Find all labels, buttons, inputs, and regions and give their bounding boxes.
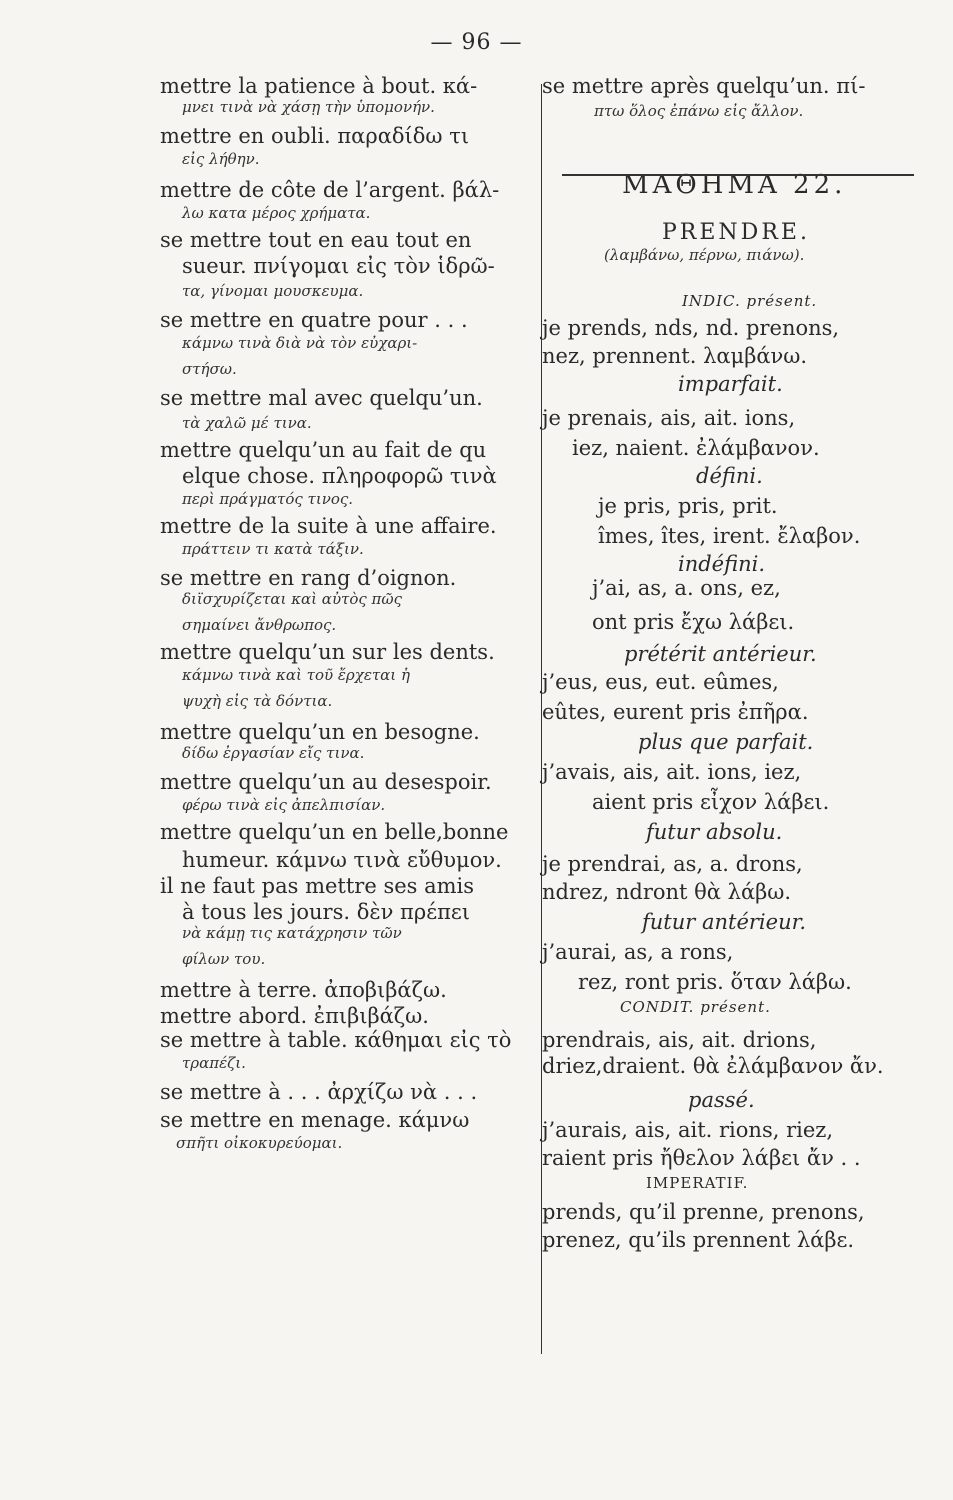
left-line: περὶ πράγματός τινος.: [182, 490, 354, 508]
right-line: indéfini.: [678, 552, 766, 576]
verb-heading: PRENDRE.: [662, 220, 810, 245]
left-line: φίλων του.: [182, 950, 266, 968]
left-line: ψυχὴ εἰς τὰ δόντια.: [182, 692, 333, 710]
right-line: rez, ront pris. ὅταν λάβω.: [578, 970, 852, 994]
left-line: mettre quelqu’un en belle,bonne: [160, 820, 509, 844]
left-line: mettre abord. ἐπιβιβάζω.: [160, 1004, 429, 1028]
left-line: εἰς λήθην.: [182, 150, 260, 168]
right-line: (λαμβάνω, πέρνω, πιάνω).: [604, 246, 805, 264]
left-line: κάμνω τινὰ διὰ νὰ τὸν εὐχαρι-: [182, 334, 418, 352]
right-line: prenez, qu’ils prennent λάβε.: [542, 1228, 855, 1252]
left-line: διϊσχυρίζεται καὶ αὐτὸς πῶς: [182, 590, 403, 608]
right-line: ndrez, ndront θὰ λάβω.: [542, 880, 792, 904]
right-line: CONDIT. présent.: [620, 998, 771, 1016]
left-line: sueur. πνίγομαι εἰς τὸν ἱδρῶ-: [182, 254, 495, 278]
left-line: mettre de côte de l’argent. βάλ-: [160, 178, 500, 202]
left-line: τὰ χαλῶ μέ τινα.: [182, 414, 312, 432]
right-line: ont pris ἔχω λάβει.: [592, 610, 795, 634]
left-line: humeur. κάμνω τινὰ εὔθυμον.: [182, 848, 502, 872]
left-line: se mettre en rang d’oignon.: [160, 566, 457, 590]
right-line: je pris, pris, prit.: [598, 494, 778, 518]
right-line: futur absolu.: [646, 820, 783, 844]
left-line: mettre quelqu’un au desespoir.: [160, 770, 492, 794]
right-line: j’eus, eus, eut. eûmes,: [542, 670, 779, 694]
left-line: τα, γίνομαι μουσκευμα.: [182, 282, 364, 300]
left-line: se mettre à . . . ἀρχίζω νὰ . . .: [160, 1080, 478, 1104]
left-line: mettre à terre. ἀποβιβάζω.: [160, 978, 447, 1002]
left-line: στήσω.: [182, 360, 237, 378]
left-line: il ne faut pas mettre ses amis: [160, 874, 475, 898]
right-line: prendrais, ais, ait. drions,: [542, 1028, 817, 1052]
page-number: — 96 —: [430, 30, 523, 55]
left-line: φέρω τινὰ εἰς ἀπελπισίαν.: [182, 796, 386, 814]
right-line: je prenais, ais, ait. ions,: [542, 406, 796, 430]
right-line: futur antérieur.: [642, 910, 807, 934]
left-line: mettre quelqu’un au fait de qu: [160, 438, 487, 462]
left-line: τραπέζι.: [182, 1054, 246, 1072]
right-line: imparfait.: [678, 372, 783, 396]
left-line: mettre quelqu’un en besogne.: [160, 720, 480, 744]
right-line: prétérit antérieur.: [624, 642, 817, 666]
left-line: se mettre en quatre pour . . .: [160, 308, 468, 332]
left-line: mettre en oubli. παραδίδω τι: [160, 124, 470, 148]
section-rule: [562, 174, 914, 176]
right-line: se mettre après quelqu’un. πί-: [542, 74, 866, 98]
right-line: nez, prennent. λαμβάνω.: [542, 344, 808, 368]
left-line: κάμνω τινὰ καὶ τοῦ ἔρχεται ἡ: [182, 666, 410, 684]
left-line: mettre quelqu’un sur les dents.: [160, 640, 495, 664]
left-line: mettre la patience à bout. κά-: [160, 74, 478, 98]
left-line: πράττειν τι κατὰ τάξιν.: [182, 540, 364, 558]
left-line: νὰ κάμῃ τις κατάχρησιν τῶν: [182, 924, 402, 942]
right-line: eûtes, eurent pris ἐπῆρα.: [542, 700, 809, 724]
right-line: je prends, nds, nd. prenons,: [542, 316, 840, 340]
right-line: j’ai, as, a. ons, ez,: [592, 576, 781, 600]
right-line: IMPERATIF.: [646, 1174, 749, 1192]
right-line: INDIC. présent.: [682, 292, 818, 310]
right-line: j’aurai, as, a rons,: [542, 940, 734, 964]
lesson-heading: ΜΑΘΗΜΑ 22.: [622, 170, 847, 200]
left-line: à tous les jours. δὲν πρέπει: [182, 900, 470, 924]
left-line: se mettre à table. κάθημαι εἰς τὸ: [160, 1028, 512, 1052]
right-line: plus que parfait.: [638, 730, 814, 754]
left-line: σπῆτι οἰκοκυρεύομαι.: [176, 1134, 343, 1152]
left-line: μνει τινὰ νὰ χάσῃ τὴν ὑπομονήν.: [182, 98, 435, 116]
right-line: j’avais, ais, ait. ions, iez,: [542, 760, 802, 784]
left-line: λω κατα μέρος χρήματα.: [182, 204, 371, 222]
left-line: elque chose. πληροφορῶ τινὰ: [182, 464, 497, 488]
left-line: σημαίνει ἄνθρωπος.: [182, 616, 337, 634]
right-line: îmes, îtes, irent. ἔλαβον.: [598, 524, 861, 548]
right-line: πτω ὅλος ἐπάνω εἰς ἄλλον.: [594, 102, 804, 120]
left-line: mettre de la suite à une affaire.: [160, 514, 497, 538]
right-line: prends, qu’il prenne, prenons,: [542, 1200, 865, 1224]
right-line: aient pris εἶχον λάβει.: [592, 790, 830, 814]
right-line: défini.: [696, 464, 763, 488]
left-line: se mettre mal avec quelqu’un.: [160, 386, 483, 410]
right-line: raient pris ἤθελον λάβει ἄν . .: [542, 1146, 861, 1170]
left-line: se mettre en menage. κάμνω: [160, 1108, 470, 1132]
right-line: iez, naient. ἐλάμβανον.: [572, 436, 820, 460]
right-line: driez,draient. θὰ ἐλάμβανον ἄν.: [542, 1054, 884, 1078]
right-line: passé.: [688, 1088, 755, 1112]
left-line: se mettre tout en eau tout en: [160, 228, 472, 252]
right-line: j’aurais, ais, ait. rions, riez,: [542, 1118, 833, 1142]
left-line: δίδω ἐργασίαν εἴς τινα.: [182, 744, 365, 762]
right-line: je prendrai, as, a. drons,: [542, 852, 803, 876]
